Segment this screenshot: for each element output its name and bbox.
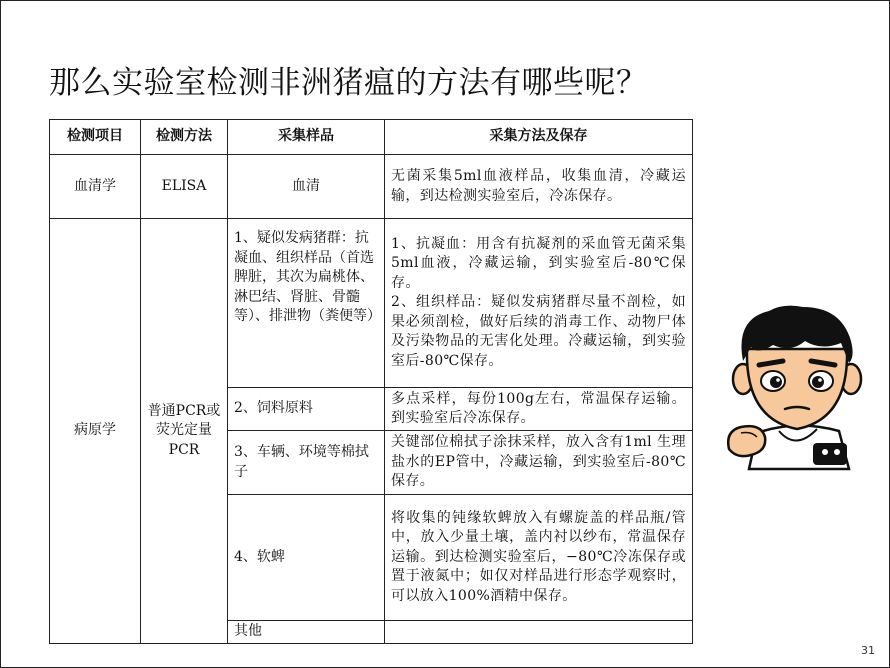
header-sample: 采集样品 xyxy=(228,120,385,155)
table-row xyxy=(50,155,693,219)
procedure-suspected-herd: 1、抗凝血：用含有抗凝剂的采血管无菌采集5ml血液，冷藏运输，到实验室后-80℃保存。 2、组织样品：疑似发病猪群尽量不剖检，如果必须剖检，做好后续的消毒工作、动物尸体及污染物品的无害化处理。冷藏运输，到实验室后-80℃保存。 xyxy=(385,219,693,388)
procedure-other xyxy=(385,621,693,644)
procedure-serum: 无菌采集5ml血液样品，收集血清，冷藏运输，到达检测实验室后，冷冻保存。 xyxy=(385,155,693,219)
sample-feed: 2、饲料原料 xyxy=(228,388,385,431)
page-number: 31 xyxy=(861,644,875,657)
sample-serum: 血清 xyxy=(228,155,385,219)
sample-swab: 3、车辆、环境等棉拭子 xyxy=(228,431,385,495)
table-row xyxy=(50,219,693,388)
header-procedure: 采集方法及保存 xyxy=(385,120,693,155)
sample-other: 其他 xyxy=(228,621,385,644)
detection-methods-table xyxy=(49,119,693,644)
item-pathogen: 病原学 xyxy=(50,219,141,644)
method-pcr: 普通PCR或荧光定量PCR xyxy=(141,219,228,644)
table-header-row xyxy=(50,120,693,155)
header-item: 检测项目 xyxy=(50,120,141,155)
procedure-feed: 多点采样，每份100g左右，常温保存运输。到实验室后冷冻保存。 xyxy=(385,388,693,431)
slide-title: 那么实验室检测非洲猪瘟的方法有哪些呢？ xyxy=(49,65,648,101)
sample-suspected-herd: 1、疑似发病猪群：抗凝血、组织样品（首选脾脏，其次为扁桃体、淋巴结、肾脏、骨髓等）、排泄物（粪便等） xyxy=(228,219,385,388)
procedure-tick: 将收集的钝缘软蜱放入有螺旋盖的样品瓶/管中，放入少量土壤，盖内衬以纱布，常温保存运输。到达检测实验室后，−80℃冷冻保存或置于液氮中；如仅对样品进行形态学观察时，可以放入100%酒精中保存。 xyxy=(385,495,693,621)
cartoon-boy-illustration xyxy=(721,301,871,471)
sample-tick: 4、软蜱 xyxy=(228,495,385,621)
header-method: 检测方法 xyxy=(141,120,228,155)
procedure-swab: 关键部位棉拭子涂抹采样，放入含有1ml 生理盐水的EP管中，冷藏运输，到实验室后-80℃保存。 xyxy=(385,431,693,495)
method-elisa: ELISA xyxy=(141,155,228,219)
item-serology: 血清学 xyxy=(50,155,141,219)
